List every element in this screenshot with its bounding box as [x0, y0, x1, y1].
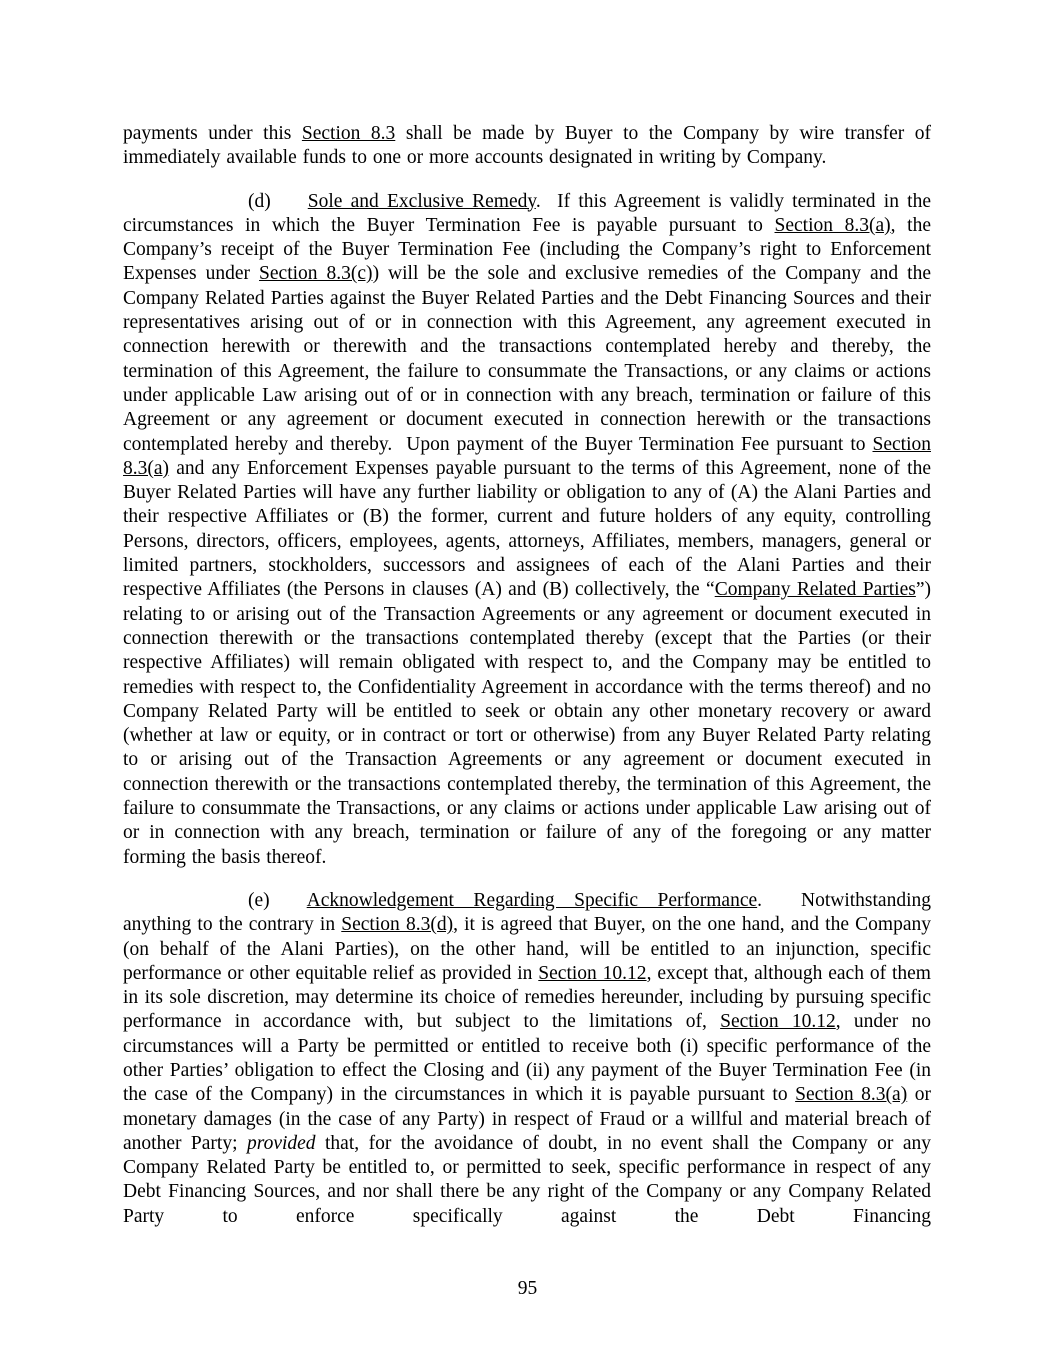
- text-run: payments under this: [123, 123, 302, 144]
- page-number: 95: [517, 1278, 538, 1299]
- text-run: shall be made by Buyer to the Company by wire transfer of immediately available funds to one or more accounts designated in writing by Company.: [123, 123, 931, 169]
- paragraph-label: (e): [248, 889, 270, 911]
- defined-term: Company Related Parties: [714, 579, 916, 601]
- text-run: . Notwithstanding anything to the contrary in: [123, 889, 931, 936]
- section-reference: Section 10.12: [720, 1011, 836, 1033]
- clause-heading: Acknowledgement Regarding Specific Performance: [306, 889, 758, 911]
- paragraph-continuation: [123, 122, 931, 171]
- paragraph-label: (d): [248, 190, 271, 212]
- text-run: , under no circumstances will a Party be permitted or entitled to receive both (i) specific performance of the other Parties’ obligation to effect the Closing and (ii) any payment of the Buyer Termination Fee (in the case of the Company) in the circumstances in which it is payable pursuant to: [123, 1011, 931, 1106]
- text-run: . If this Agreement is validly terminated in the circumstances in which the Buyer Termination Fee is payable pursuant to: [123, 190, 931, 236]
- section-reference: Section 8.3(c): [259, 263, 373, 285]
- text-run: that, for the avoidance of doubt, in no event shall the Company or any Company Related Party be entitled to, or permitted to seek, specific performance in respect of any Debt Financing Sources, and nor shall there be any right of the Company or any Company Related Party to enforce specifically against the Debt Financing: [123, 1132, 931, 1227]
- section-reference: Section 8.3: [301, 123, 396, 144]
- section-reference: Section 10.12: [538, 962, 647, 984]
- section-reference: Section 8.3(a): [795, 1084, 908, 1106]
- text-run: or monetary damages (in the case of any Party) in respect of Fraud or a willful and material breach of another Party;: [123, 1084, 931, 1154]
- paragraph-d-sole-and-exclusive-remedy: [123, 190, 931, 870]
- text-run: , it is agreed that Buyer, on the one hand, and the Company (on behalf of the Alani Parties), on the other hand, will be entitled to an injunction, specific performance or other equitable relief as provided in: [123, 914, 931, 984]
- text-run: and any Enforcement Expenses payable pursuant to the terms of this Agreement, none of the Buyer Related Parties will have any further liability or obligation to any of (A) the Alani Parties and their respective Affiliates or (B) the former, current and future holders of any equity, controlling Persons, directors, officers, employees, agents, attorneys, Affiliates, members, managers, general or limited partners, stockholders, successors and assignees of each of the Alani Parties and their respective Affiliates (the Persons in clauses (A) and (B) collectively, the “: [123, 457, 931, 601]
- text-run: , the Company’s receipt of the Buyer Termination Fee (including the Company’s right to Enforcement Expenses under: [123, 214, 932, 285]
- italic-term: provided: [246, 1132, 316, 1154]
- section-reference: Section 8.3(a): [774, 214, 891, 236]
- section-reference: Section 8.3(d): [341, 914, 454, 936]
- clause-heading: Sole and Exclusive Remedy: [307, 190, 536, 212]
- text-run: ) will be the sole and exclusive remedies of the Company and the Company Related Parties against the Buyer Related Parties and the Debt Financing Sources and their representatives arising out of or in connection with this Agreement, any agreement executed in connection herewith or therewith and the transactions contemplated hereby and thereby, the termination of this Agreement, the failure to consummate the Transactions, or any claims or actions under applicable Law arising out of or in connection with any breach, termination or failure of this Agreement or any agreement or document executed in connection herewith or the transactions contemplated hereby and thereby. Upon payment of the Buyer Termination Fee pursuant to: [123, 263, 931, 455]
- section-reference: Section 8.3(a): [123, 433, 931, 479]
- text-run: , except that, although each of them in its sole discretion, may determine its choice of remedies hereunder, including by pursuing specific performance in accordance with, but subject to the limitations of,: [123, 962, 931, 1033]
- paragraph-e-acknowledgement-specific-performance: [123, 889, 931, 1229]
- text-run: ”) relating to or arising out of the Transaction Agreements or any agreement or document executed in connection therewith or the transactions contemplated thereby (except that the Parties (or their respective Affiliates) will remain obligated with respect to, and the Company may be entitled to remedies with respect to, the Confidentiality Agreement in accordance with the terms thereof) and no Company Related Party will be entitled to seek or obtain any other monetary recovery or award (whether at law or equity, or in contract or tort or otherwise) from any Buyer Related Party relating to or arising out of the Transaction Agreements or any agreement or document executed in connection therewith or the transactions contemplated thereby, the termination of this Agreement, the failure to consummate the Transactions, or any claims or actions under applicable Law arising out of or in connection with any breach, termination or failure of any of the foregoing or any matter forming the basis thereof.: [123, 579, 931, 868]
